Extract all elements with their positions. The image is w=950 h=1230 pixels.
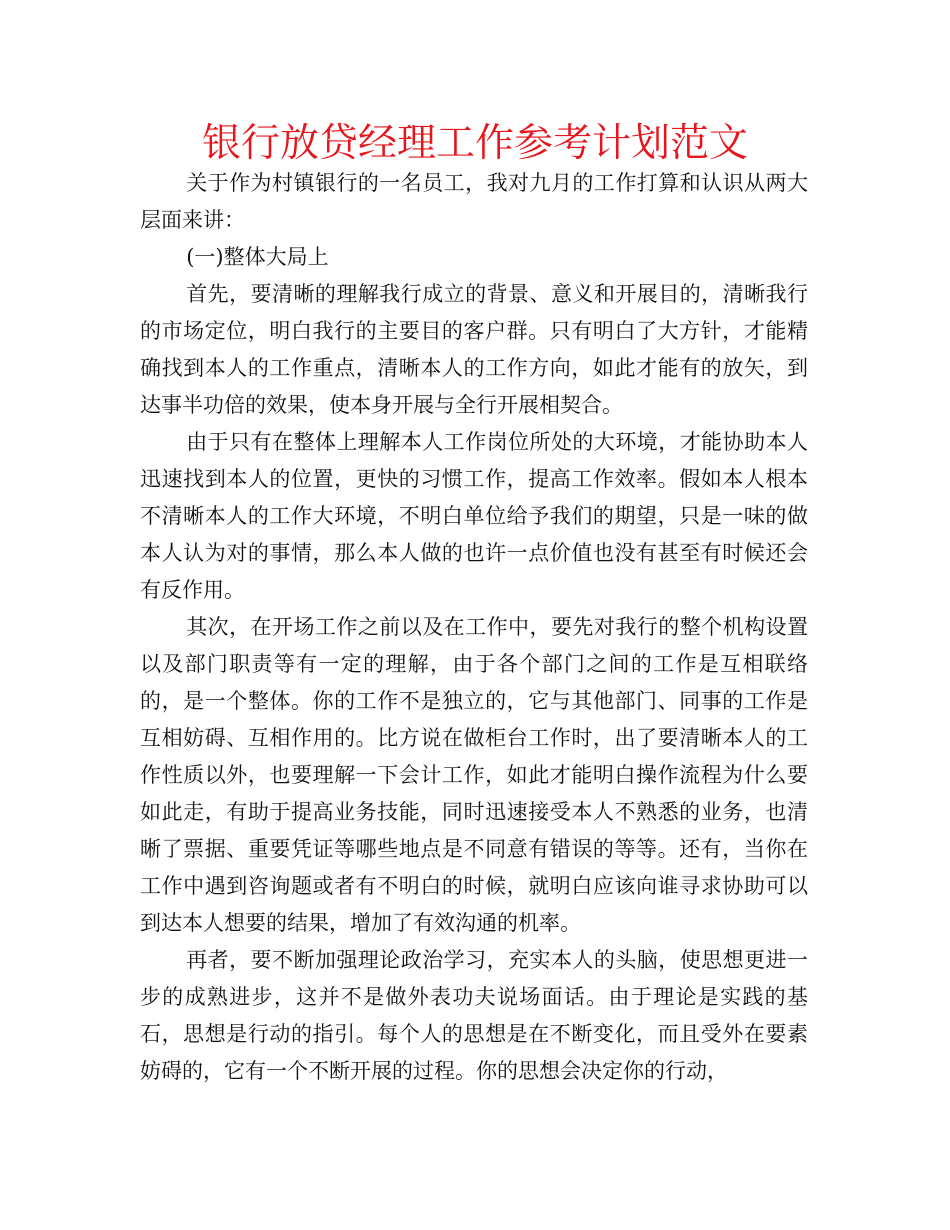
paragraph-3: 其次，在开场工作之前以及在工作中，要先对我行的整个机构设置以及部门职责等有一定的理解，由于各个部门之间的工作是互相联络的，是一个整体。你的工作不是独立的，它与其他部门、同事的工作是互相妨碍、互相作用的。比方说在做柜台工作时，出了要清晰本人的工作性质以外，也要理解一下会计工作，如此才能明白操作流程为什么要如此走，有助于提高业务技能，同时迅速接受本人不熟悉的业务，也清晰了票据、重要凭证等哪些地点是不同意有错误的等等。还有，当你在工作中遇到咨询题或者有不明白的时候，就明白应该向谁寻求协助可以到达本人想要的结果，增加了有效沟通的机率。 [140, 615, 808, 935]
section-heading: (一)整体大局上 [186, 245, 329, 269]
document-body [140, 165, 808, 1090]
paragraph-intro: 关于作为村镇银行的一名员工，我对九月的工作打算和认识从两大层面来讲： [140, 171, 808, 232]
document-title: 银行放贷经理工作参考计划范文 [201, 121, 748, 166]
paragraph-4: 再者，要不断加强理论政治学习，充实本人的头脑，使思想更进一步的成熟进步，这并不是做外表功夫说场面话。由于理论是实践的基石，思想是行动的指引。每个人的思想是在不断变化，而且受外在要素妨碍的，它有一个不断开展的过程。你的思想会决定你的行动， [140, 948, 808, 1083]
paragraph-2: 由于只有在整体上理解本人工作岗位所处的大环境，才能协助本人迅速找到本人的位置，更快的习惯工作，提高工作效率。假如本人根本不清晰本人的工作大环境，不明白单位给予我们的期望，只是一味的做本人认为对的事情，那么本人做的也许一点价值也没有甚至有时候还会有反作用。 [140, 430, 808, 602]
paragraph-1: 首先，要清晰的理解我行成立的背景、意义和开展目的，清晰我行的市场定位，明白我行的主要目的客户群。只有明白了大方针，才能精确找到本人的工作重点，清晰本人的工作方向，如此才能有的放矢，到达事半功倍的效果，使本身开展与全行开展相契合。 [140, 282, 808, 417]
